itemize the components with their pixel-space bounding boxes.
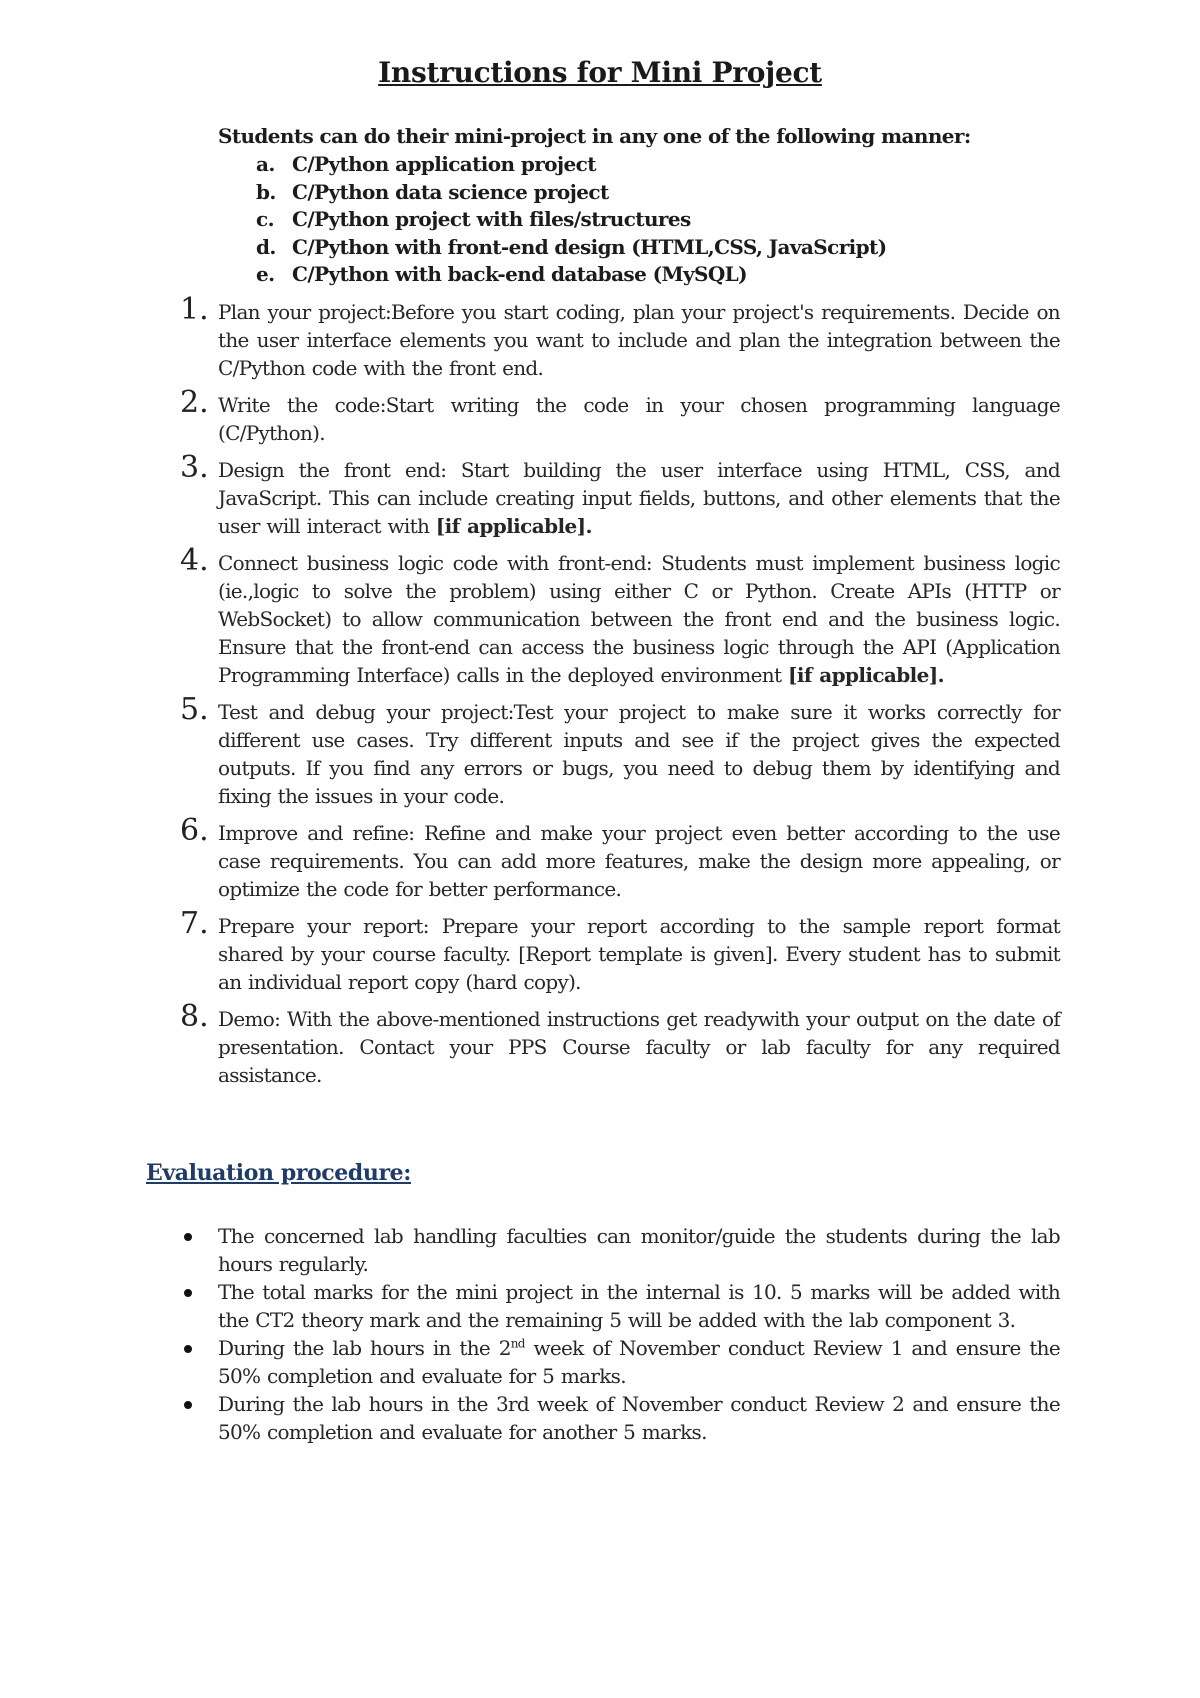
evaluation-text: During the lab hours in the 3rd week of November conduct Review 2 and ensure the 50% completion and evaluate for another 5 marks. [218,1392,1060,1444]
step-item [180,292,1060,382]
step-item [180,543,1060,689]
step-item [180,385,1060,447]
step-text: Plan your project:Before you start coding, plan your project's requirements. Decide on the user interface elements you want to include and plan the integration between the C/Python code with the front end. [218,300,1060,380]
evaluation-text: During the lab hours in the 2 [218,1336,511,1360]
bullet-dot-icon [184,1289,192,1297]
step-number: 5. [180,692,209,727]
project-option [218,179,1018,207]
step-number: 3. [180,450,209,485]
step-text: Demo: With the above-mentioned instructions get readywith your output on the date of presentation. Contact your PPS Course faculty or lab faculty for any required assistance. [218,1007,1060,1087]
evaluation-item [180,1334,1060,1390]
step-item [180,450,1060,540]
step-number: 2. [180,385,209,420]
evaluation-text: The concerned lab handling faculties can monitor/guide the students during the lab hours regularly. [218,1224,1060,1276]
option-text: C/Python with front-end design (HTML,CSS, JavaScript) [292,234,887,259]
project-option [218,234,1018,262]
intro-text: Students can do their mini-project in any one of the following manner: [218,124,971,148]
evaluation-item [180,1222,1060,1278]
step-item [180,906,1060,996]
option-letter: b. [256,179,276,204]
step-number: 8. [180,999,209,1034]
step-item [180,813,1060,903]
step-text: Design the front end: Start building the user interface using HTML, CSS, and JavaScript. This can include creating input fields, buttons, and other elements that the user will interact with [218,458,1060,538]
step-item [180,692,1060,810]
bullet-dot-icon [184,1401,192,1409]
evaluation-item [180,1278,1060,1334]
step-note: [if applicable]. [435,514,592,538]
step-number: 4. [180,543,209,578]
option-letter: c. [256,207,274,231]
evaluation-heading: Evaluation procedure: [146,1160,411,1186]
project-option [218,261,1018,289]
step-number: 1. [180,292,209,327]
bullet-dot-icon [184,1345,192,1353]
evaluation-superscript: nd [510,1336,525,1351]
steps-list [180,292,1060,1098]
step-text: Connect business logic code with front-end: Students must implement business logic (ie.,logic to solve the problem) using either C or Python. Create APIs (HTTP or WebSocket) to allow communication between the front end and the business logic. Ensure that the front-end can access the business logic through the API (Application Programming Interface) calls in the deployed environment [218,551,1060,687]
step-item [180,999,1060,1089]
step-text: Improve and refine: Refine and make your project even better according to the use case requirements. You can add more features, make the design more appealing, or optimize the code for better performance. [218,821,1060,901]
step-text: Write the code:Start writing the code in your chosen programming language (C/Python). [218,393,1060,445]
option-text: C/Python project with files/structures [292,207,691,231]
project-option [218,206,1018,234]
evaluation-text: The total marks for the mini project in the internal is 10. 5 marks will be added with the CT2 theory mark and the remaining 5 will be added with the lab component 3. [218,1280,1060,1332]
step-text: Prepare your report: Prepare your report according to the sample report format shared by your course faculty. [Report template is given]. Every student has to submit an individual report copy (hard copy). [218,914,1060,994]
project-options-list [218,151,1018,289]
bullet-dot-icon [184,1233,192,1241]
step-text: Test and debug your project:Test your project to make sure it works correctly for different use cases. Try different inputs and see if the project gives the expected outputs. If you find any errors or bugs, you need to debug them by identifying and fixing the issues in your code. [218,700,1060,808]
step-number: 6. [180,813,209,848]
step-number: 7. [180,906,209,941]
evaluation-item [180,1390,1060,1446]
evaluation-text-after: week of November conduct Review 1 and ensure the 50% completion and evaluate for 5 marks. [218,1336,1061,1388]
step-note: [if applicable]. [787,663,945,687]
option-letter: e. [256,262,275,286]
project-option [218,151,1018,179]
option-text: C/Python application project [292,152,596,176]
document-title: Instructions for Mini Project [378,56,822,89]
option-text: C/Python with back-end database (MySQL) [292,262,747,286]
option-text: C/Python data science project [292,179,609,204]
option-letter: a. [256,152,275,176]
evaluation-bullets [180,1222,1060,1446]
option-letter: d. [256,234,276,259]
